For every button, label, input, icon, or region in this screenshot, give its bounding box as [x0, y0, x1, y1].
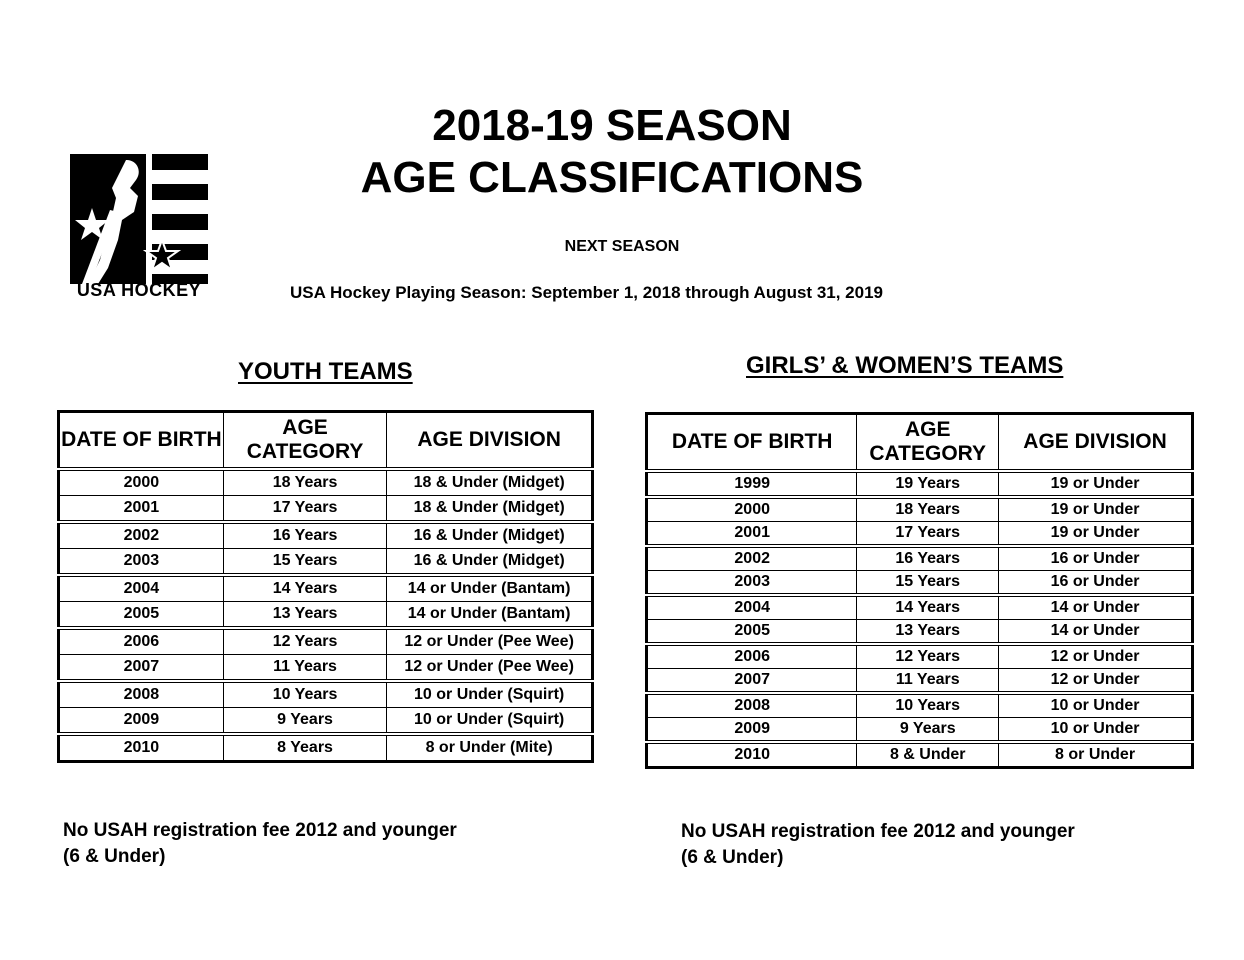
table-row — [59, 469, 593, 496]
table-row — [59, 602, 593, 629]
table-row — [59, 734, 593, 762]
cell-date-of-birth: 2002 — [647, 546, 857, 571]
cell-age-division: 10 or Under (Squirt) — [387, 681, 593, 708]
cell-age-division: 16 & Under (Midget) — [387, 549, 593, 576]
column-header-age-category: AGE CATEGORY — [223, 412, 386, 470]
cell-date-of-birth: 2009 — [647, 718, 857, 743]
cell-date-of-birth: 2004 — [59, 575, 224, 602]
youth-teams-heading: YOUTH TEAMS — [238, 358, 413, 385]
cell-age-division: 16 or Under — [999, 546, 1193, 571]
cell-date-of-birth: 2010 — [647, 742, 857, 768]
cell-age-category: 8 & Under — [857, 742, 999, 768]
girls-womens-teams-heading: GIRLS’ & WOMEN’S TEAMS — [746, 352, 1064, 379]
cell-date-of-birth: 2006 — [59, 628, 224, 655]
table-row — [647, 497, 1193, 522]
cell-age-division: 12 or Under — [999, 669, 1193, 694]
table-row — [647, 471, 1193, 497]
cell-age-division: 12 or Under (Pee Wee) — [387, 655, 593, 682]
note-line-2: (6 & Under) — [681, 847, 784, 868]
table-row — [59, 496, 593, 523]
youth-teams-table — [57, 410, 594, 763]
cell-age-division: 10 or Under — [999, 693, 1193, 718]
cell-date-of-birth: 2007 — [59, 655, 224, 682]
table-row — [59, 681, 593, 708]
cell-age-category: 9 Years — [223, 708, 386, 735]
cell-age-category: 12 Years — [857, 644, 999, 669]
note-line-1: No USAH registration fee 2012 and younger — [63, 820, 457, 841]
table-row — [647, 620, 1193, 645]
cell-age-division: 14 or Under (Bantam) — [387, 575, 593, 602]
cell-date-of-birth: 2001 — [647, 522, 857, 547]
girls-registration-note — [681, 819, 1075, 871]
logo-wordmark: USA HOCKEY — [76, 280, 202, 300]
column-header-age-division: AGE DIVISION — [999, 414, 1193, 472]
playing-season-text: USA Hockey Playing Season: September 1, 2018 through August 31, 2019 — [290, 283, 883, 302]
cell-age-category: 18 Years — [223, 469, 386, 496]
cell-age-division: 8 or Under (Mite) — [387, 734, 593, 762]
cell-age-division: 14 or Under — [999, 620, 1193, 645]
cell-age-category: 11 Years — [223, 655, 386, 682]
table-row — [647, 595, 1193, 620]
table-row — [59, 655, 593, 682]
table-row — [59, 708, 593, 735]
cell-age-division: 18 & Under (Midget) — [387, 469, 593, 496]
table-row — [59, 575, 593, 602]
cell-age-division: 14 or Under (Bantam) — [387, 602, 593, 629]
column-header-age-division: AGE DIVISION — [387, 412, 593, 470]
table-header-row — [647, 414, 1193, 472]
cell-age-division: 10 or Under (Squirt) — [387, 708, 593, 735]
table-row — [647, 522, 1193, 547]
cell-date-of-birth: 2010 — [59, 734, 224, 762]
cell-age-division: 18 & Under (Midget) — [387, 496, 593, 523]
column-header-age-category: AGE CATEGORY — [857, 414, 999, 472]
table-row — [647, 742, 1193, 768]
cell-date-of-birth: 2005 — [647, 620, 857, 645]
cell-age-division: 16 or Under — [999, 571, 1193, 596]
cell-age-category: 8 Years — [223, 734, 386, 762]
table-header-row — [59, 412, 593, 470]
column-header-date-of-birth: DATE OF BIRTH — [59, 412, 224, 470]
page-title — [0, 100, 1224, 204]
column-header-date-of-birth: DATE OF BIRTH — [647, 414, 857, 472]
title-line-1: 2018-19 SEASON — [432, 101, 792, 150]
table-row — [647, 718, 1193, 743]
cell-age-category: 12 Years — [223, 628, 386, 655]
cell-date-of-birth: 2009 — [59, 708, 224, 735]
cell-date-of-birth: 2005 — [59, 602, 224, 629]
title-line-2: AGE CLASSIFICATIONS — [360, 153, 864, 202]
cell-date-of-birth: 2000 — [647, 497, 857, 522]
note-line-2: (6 & Under) — [63, 846, 166, 867]
cell-date-of-birth: 2008 — [59, 681, 224, 708]
cell-age-division: 19 or Under — [999, 522, 1193, 547]
cell-date-of-birth: 2004 — [647, 595, 857, 620]
cell-age-category: 14 Years — [223, 575, 386, 602]
table-row — [647, 669, 1193, 694]
cell-age-category: 17 Years — [857, 522, 999, 547]
table-row — [647, 571, 1193, 596]
cell-age-category: 11 Years — [857, 669, 999, 694]
cell-age-division: 12 or Under — [999, 644, 1193, 669]
cell-age-division: 8 or Under — [999, 742, 1193, 768]
cell-date-of-birth: 1999 — [647, 471, 857, 497]
cell-date-of-birth: 2002 — [59, 522, 224, 549]
cell-age-category: 15 Years — [223, 549, 386, 576]
cell-age-category: 18 Years — [857, 497, 999, 522]
cell-age-division: 19 or Under — [999, 471, 1193, 497]
cell-age-category: 17 Years — [223, 496, 386, 523]
cell-age-division: 12 or Under (Pee Wee) — [387, 628, 593, 655]
cell-age-division: 16 & Under (Midget) — [387, 522, 593, 549]
table-row — [647, 644, 1193, 669]
table-row — [647, 693, 1193, 718]
cell-age-category: 16 Years — [223, 522, 386, 549]
cell-age-category: 19 Years — [857, 471, 999, 497]
cell-date-of-birth: 2000 — [59, 469, 224, 496]
cell-age-division: 19 or Under — [999, 497, 1193, 522]
table-row — [647, 546, 1193, 571]
table-row — [59, 628, 593, 655]
cell-age-category: 10 Years — [223, 681, 386, 708]
cell-date-of-birth: 2008 — [647, 693, 857, 718]
cell-age-category: 13 Years — [223, 602, 386, 629]
cell-date-of-birth: 2006 — [647, 644, 857, 669]
note-line-1: No USAH registration fee 2012 and younger — [681, 821, 1075, 842]
cell-age-category: 9 Years — [857, 718, 999, 743]
subtitle: NEXT SEASON — [564, 238, 680, 255]
cell-age-division: 10 or Under — [999, 718, 1193, 743]
cell-age-category: 13 Years — [857, 620, 999, 645]
cell-age-category: 10 Years — [857, 693, 999, 718]
cell-age-category: 15 Years — [857, 571, 999, 596]
girls-womens-teams-table — [645, 412, 1194, 769]
cell-date-of-birth: 2007 — [647, 669, 857, 694]
table-row — [59, 549, 593, 576]
cell-date-of-birth: 2003 — [647, 571, 857, 596]
cell-age-category: 16 Years — [857, 546, 999, 571]
youth-registration-note — [63, 818, 457, 870]
cell-age-division: 14 or Under — [999, 595, 1193, 620]
cell-date-of-birth: 2003 — [59, 549, 224, 576]
cell-age-category: 14 Years — [857, 595, 999, 620]
cell-date-of-birth: 2001 — [59, 496, 224, 523]
table-row — [59, 522, 593, 549]
